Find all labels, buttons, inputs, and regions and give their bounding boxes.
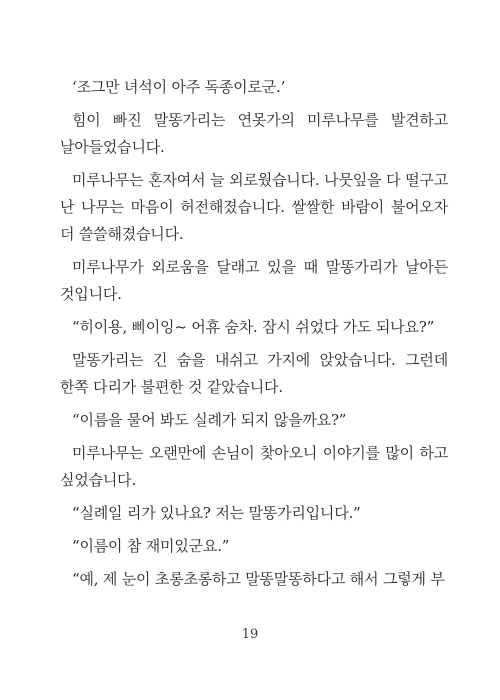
page-number: 19 (241, 627, 259, 642)
paragraph: 미루나무가 외로움을 달래고 있을 때 말똥가리가 날아든 것입니다. (60, 258, 448, 303)
paragraph: “히이용, 삐이잉~ 어휴 숨차. 잠시 쉬었다 가도 되나요?” (72, 318, 435, 336)
paragraph: ‘조그만 녀석이 아주 독종이로군.’ (72, 78, 286, 96)
paragraph: 미루나무는 혼자여서 늘 외로웠습니다. 나뭇잎을 다 떨구고 난 나무는 마음이 허전해졌습니다. 쌀쌀한 바람이 불어오자 더 쓸쓸해졌습니다. (60, 171, 448, 243)
body-text (60, 74, 448, 593)
paragraph: “실례일 리가 있나요? 저는 말똥가리입니다.” (72, 504, 361, 522)
paragraph: 미루나무는 오랜만에 손님이 찾아오니 이야기를 많이 하고 싶었습니다. (60, 444, 448, 489)
paragraph: “예, 제 눈이 초롱초롱하고 말똥말똥하다고 해서 그렇게 부 (72, 570, 445, 588)
paragraph: 말똥가리는 긴 숨을 내쉬고 가지에 앉았습니다. 그런데 한쪽 다리가 불편한 것 같았습니다. (60, 351, 448, 396)
paragraph: “이름을 물어 봐도 실례가 되지 않을까요?” (72, 411, 347, 429)
paragraph: “이름이 참 재미있군요.” (72, 537, 230, 555)
paragraph: 힘이 빠진 말똥가리는 연못가의 미루나무를 발견하고 날아들었습니다. (60, 111, 448, 156)
